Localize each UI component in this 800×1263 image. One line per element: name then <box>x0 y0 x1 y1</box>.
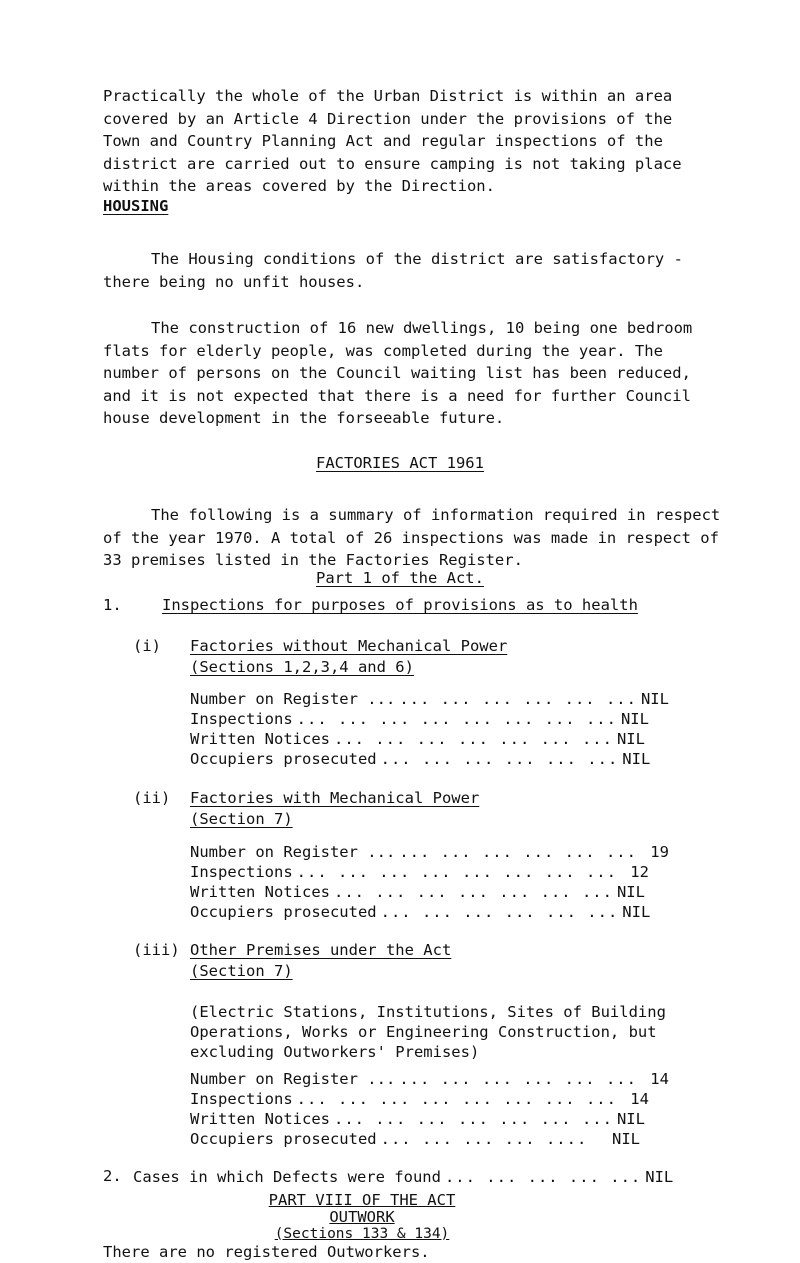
outwork-heading: OUTWORK <box>329 1208 395 1226</box>
housing-paragraph-2: The construction of 16 new dwellings, 10 being one bedroom flats for elderly people, was completed during the year. The number of persons on the Council waiting list has been reduced, and it is not expected that there is a need for further Council house development in the forseeable future. <box>103 319 693 427</box>
section-ii-title: Factories with Mechanical Power <box>190 789 480 807</box>
section-iii-subtitle: (Section 7) <box>190 962 293 980</box>
section-i-subtitle: (Sections 1,2,3,4 and 6) <box>190 658 414 676</box>
section-i-number: (i) <box>133 637 161 655</box>
outwork-text: There are no registered Outworkers. <box>103 1243 430 1261</box>
part-1-heading: Part 1 of the Act. <box>316 569 484 587</box>
item-2-number: 2. <box>103 1167 122 1185</box>
section-iii-row: Written Notices ... ... ... ... ... ... ... NIL <box>190 1110 645 1128</box>
housing-heading: HOUSING <box>103 197 169 215</box>
factories-act-heading: FACTORIES ACT 1961 <box>316 454 484 472</box>
section-iii-row: Occupiers prosecuted ... ... ... ... .... NIL <box>190 1130 640 1148</box>
section-ii-subtitle: (Section 7) <box>190 810 293 828</box>
section-ii-number: (ii) <box>133 789 171 807</box>
section-ii-row: Inspections ... ... ... ... ... ... ... ... 12 <box>190 863 649 881</box>
section-i-row: Written Notices ... ... ... ... ... ... ... NIL <box>190 730 645 748</box>
outwork-sections: (Sections 133 & 134) <box>274 1226 450 1242</box>
section-ii-row: Occupiers prosecuted ... ... ... ... ... ... NIL <box>190 903 651 921</box>
section-ii-row: Number on Register ... ... ... ... ... ... ... 19 <box>190 843 669 861</box>
factories-paragraph: The following is a summary of information required in respect of the year 1970. A total of 26 inspections was made in respect of 33 premises listed in the Factories Register. <box>103 506 721 569</box>
item-1-title: Inspections for purposes of provisions as to health <box>162 596 638 614</box>
housing-paragraph-1: The Housing conditions of the district are satisfactory - there being no unfit houses. <box>103 250 683 291</box>
item-1-number: 1. <box>103 596 122 614</box>
section-i-row: Occupiers prosecuted ... ... ... ... ... ... NIL <box>190 750 651 768</box>
intro-paragraph: Practically the whole of the Urban District is within an area covered by an Article 4 Direction under the provisions of the Town and Country Planning Act and regular inspections of the district are carried out to ensure camping is not taking place within the areas covered by the Direction. <box>103 87 682 195</box>
section-ii-row: Written Notices ... ... ... ... ... ... ... NIL <box>190 883 645 901</box>
section-iii-note: (Electric Stations, Institutions, Sites of Building Operations, Works or Engineering Construction, but excluding Outworkers' Premises) <box>190 1003 666 1061</box>
section-i-row: Inspections ... ... ... ... ... ... ... ... NIL <box>190 710 649 728</box>
section-iii-row: Number on Register ... ... ... ... ... ... ... 14 <box>190 1070 669 1088</box>
part-8-heading: PART VIII OF THE ACT <box>268 1191 456 1209</box>
section-i-title: Factories without Mechanical Power <box>190 637 508 655</box>
section-iii-row: Inspections ... ... ... ... ... ... ... ... 14 <box>190 1090 649 1108</box>
section-iii-number: (iii) <box>133 941 180 959</box>
section-i-row: Number on Register ... ... ... ... ... ... ... NIL <box>190 690 669 708</box>
section-iii-title: Other Premises under the Act <box>190 941 452 959</box>
item-2-row: Cases in which Defects were found ... ... ... ... ... NIL <box>133 1168 674 1186</box>
